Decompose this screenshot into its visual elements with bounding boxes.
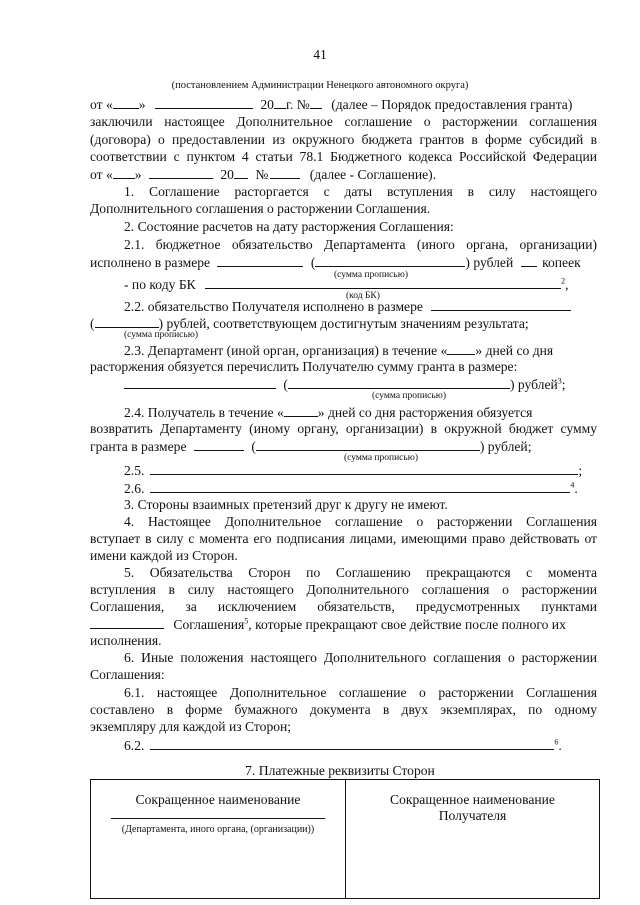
bk-line: - по коду БК $^2$,	[124, 276, 569, 292]
p61-line-1: 6.1. настоящее Дополнительное соглашение о расторжении Соглашения	[124, 685, 597, 700]
p4-line-2: вступает в силу с момента его подписания лицами, имеющими право действовать от	[90, 531, 597, 546]
p4-line-3: имени каждой из Сторон.	[90, 548, 238, 563]
p4-line-1: 4. Настоящее Дополнительное соглашение о расторжении Соглашения	[124, 514, 597, 529]
payment-details-table	[90, 779, 600, 899]
p3-line: 3. Стороны взаимных претензий друг к другу не имеют.	[124, 497, 448, 512]
p21-note: (сумма прописью)	[334, 270, 408, 280]
right-header-line-1: Сокращенное наименование	[390, 792, 555, 807]
header-note: (постановлением Администрации Ненецкого автономного округа)	[171, 80, 469, 91]
p22-line-2: ( ) рублей, соответствующем достигнутым значениям результата;	[90, 316, 529, 331]
left-name-line	[111, 818, 325, 819]
intro-line-4: соответствии с пунктом 4 статьи 78.1 Бюджетного кодекса Российской Федерации	[90, 149, 597, 164]
p1-line-1: 1. Соглашение расторгается с даты вступления в силу настоящего	[124, 184, 597, 199]
p21-line-2: исполнено в размере ( ) рублей копеек	[90, 255, 581, 270]
p1-line-2: Дополнительного соглашения о расторжении Соглашения.	[90, 201, 431, 216]
p24-line-2: возвратить Департаменту (иному органу, организации) в окружной бюджет сумму	[90, 421, 597, 436]
p6-line-2: Соглашения:	[90, 667, 165, 682]
p62-line: 6.2. $^6$.	[124, 737, 562, 753]
table-cell-recipient	[346, 780, 599, 898]
p24-line-1: 2.4. Получатель в течение « » дней со дня расторжения обязуется	[124, 405, 533, 420]
p24-note: (сумма прописью)	[344, 453, 418, 463]
p25-line: 2.5. ;	[124, 463, 583, 478]
intro-line-5: от « » 20 № (далее - Соглашение).	[90, 167, 437, 182]
p26-line: 2.6. $^4$.	[124, 480, 578, 496]
bk-note: (код БК)	[346, 291, 380, 301]
p23-line-2: расторжения обязуется перечислить Получателю сумму гранта в размере:	[90, 359, 518, 374]
p23-note: (сумма прописью)	[372, 391, 446, 401]
intro-line-3: (договора) о предоставлении из окружного бюджета грантов в форме субсидий в	[90, 132, 597, 147]
p61-line-3: экземпляру для каждой из Сторон;	[90, 719, 292, 734]
section-7-title: 7. Платежные реквизиты Сторон	[245, 763, 435, 778]
p2-line: 2. Состояние расчетов на дату расторжения Соглашения:	[124, 219, 454, 234]
table-cell-department	[91, 780, 346, 898]
p21-line-1: 2.1. бюджетное обязательство Департамента (иного органа, организации)	[124, 237, 597, 252]
page-number: 41	[313, 47, 327, 62]
p5-line-3: Соглашения, за исключением обязательств, предусмотренных пунктами	[90, 599, 597, 614]
left-header: Сокращенное наименование	[135, 792, 301, 807]
p22-line-1: 2.2. обязательство Получателя исполнено в размере	[124, 298, 571, 315]
left-note: (Департамента, иного органа, (организации))	[121, 824, 315, 835]
p5-line-5: исполнения.	[90, 633, 162, 648]
intro-line-2: заключили настоящее Дополнительное соглашение о расторжении соглашения	[90, 114, 597, 129]
p23-line-1: 2.3. Департамент (иной орган, организация) в течение « » дней со дня	[124, 343, 554, 358]
p22-note: (сумма прописью)	[124, 330, 198, 340]
p5-line-1: 5. Обязательства Сторон по Соглашению прекращаются с момента	[124, 565, 597, 580]
p24-line-3: гранта в размере ( ) рублей;	[90, 439, 532, 454]
right-header-line-2: Получателя	[438, 808, 507, 823]
p61-line-2: составлено в форме бумажного документа в двух экземплярах, по одному	[90, 702, 597, 717]
p23-line-3: ( ) рублей$^3$;	[124, 376, 566, 393]
p6-line-1: 6. Иные положения настоящего Дополнительного соглашения о расторжении	[124, 650, 597, 665]
p5-line-2: вступления в силу настоящего Дополнительного соглашения о расторжении	[90, 582, 597, 597]
p5-line-4: Соглашения$^5$, которые прекращают свое действие после полного их	[90, 616, 566, 633]
intro-line-1: от « » 20 г. № (далее – Порядок предоставления гранта)	[90, 97, 573, 112]
